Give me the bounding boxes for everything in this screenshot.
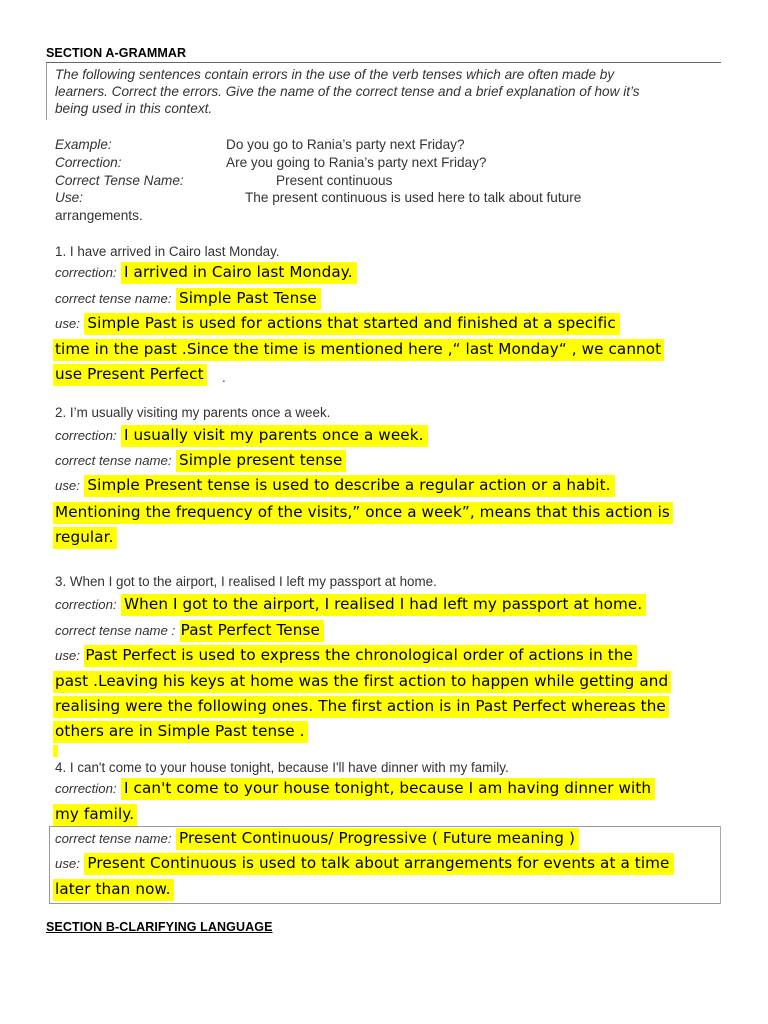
item-3-correction: When I got to the airport, I realised I had left my passport at home. <box>121 594 646 616</box>
item-3-tense-label: correct tense name : <box>55 623 176 638</box>
example-value: Do you go to Rania’s party next Friday? <box>226 137 465 152</box>
item-2-tense-label: correct tense name: <box>55 453 172 468</box>
item-4-tense-label: correct tense name: <box>55 831 172 846</box>
item-4-use-line-1: Present Continuous is used to talk about arrangements for events at a time <box>84 853 673 875</box>
item-1-use-line-1: Simple Past is used for actions that started and finished at a specific <box>84 313 619 335</box>
item-4-question: 4. I can't come to your house tonight, because I'll have dinner with my family. <box>55 760 509 775</box>
section-a-title: SECTION A-GRAMMAR <box>46 46 187 60</box>
item-2-use-line-3: regular. <box>53 527 117 549</box>
item-2-correction: I usually visit my parents once a week. <box>121 425 428 447</box>
item-2-use-label: use: <box>55 478 80 493</box>
item-1-use-label: use: <box>55 316 80 331</box>
highlight-remnant <box>53 745 58 757</box>
item-3-tense: Past Perfect Tense <box>180 620 324 642</box>
example-use-value: The present continuous is used here to talk about future <box>245 190 582 205</box>
item-2-use-line-1: Simple Present tense is used to describe a regular action or a habit. <box>84 475 614 497</box>
item-3-use-line-2: past .Leaving his keys at home was the first action to happen while getting and <box>53 671 671 693</box>
item-1-correction: I arrived in Cairo last Monday. <box>121 262 357 284</box>
item-3-use-line-4: others are in Simple Past tense . <box>53 721 308 743</box>
example-correction-value: Are you going to Rania’s party next Friday? <box>226 155 487 170</box>
item-3-use-line-1: Past Perfect is used to express the chronological order of actions in the <box>84 645 637 667</box>
item-1-correction-row <box>55 263 357 282</box>
item-1-question: 1. I have arrived in Cairo last Monday. <box>55 244 280 259</box>
item-1-use-line-3: use Present Perfect <box>53 364 207 386</box>
item-4-tense-row <box>55 829 579 848</box>
example-use-value-cont: arrangements. <box>55 208 143 223</box>
item-4-correction-line-2: my family. <box>53 804 137 826</box>
example-label: Example: <box>55 137 112 152</box>
item-3-correction-label: correction: <box>55 597 117 612</box>
section-b-title: SECTION B-CLARIFYING LANGUAGE <box>46 920 273 934</box>
example-use-label: Use: <box>55 190 83 205</box>
item-2-tense: Simple present tense <box>176 450 346 472</box>
item-4-use-line-2: later than now. <box>53 879 174 901</box>
item-3-correction-row <box>55 595 646 614</box>
intro-line-2: learners. Correct the errors. Give the name of the correct tense and a brief explanation of how it’s <box>55 84 640 99</box>
item-3-use-line-3: realising were the following ones. The first action is in Past Perfect whereas the <box>53 696 669 718</box>
item-1-tense: Simple Past Tense <box>176 288 321 310</box>
item-4-correction-row <box>55 779 655 798</box>
item-4-use-label: use: <box>55 856 80 871</box>
item-1-tense-row <box>55 289 321 308</box>
example-correction-label: Correction: <box>55 155 122 170</box>
item-3-use-label: use: <box>55 648 80 663</box>
item-4-correction-line-1: I can't come to your house tonight, because I am having dinner with <box>121 778 655 800</box>
item-1-correction-label: correction: <box>55 265 117 280</box>
intro-line-3: being used in this context. <box>55 101 213 116</box>
intro-line-1: The following sentences contain errors in the use of the verb tenses which are often made by <box>55 67 615 82</box>
item-2-question: 2. I’m usually visiting my parents once a week. <box>55 405 331 420</box>
item-2-correction-row <box>55 426 428 445</box>
item-2-use-row <box>55 476 615 495</box>
item-2-correction-label: correction: <box>55 428 117 443</box>
item-4-use-row <box>55 854 674 873</box>
example-tense-value: Present continuous <box>276 173 393 188</box>
item-1-use-row <box>55 314 620 333</box>
item-1-trailing: . <box>222 370 226 385</box>
item-3-tense-row <box>55 621 324 640</box>
item-2-use-line-2: Mentioning the frequency of the visits,” once a week”, means that this action is <box>53 502 673 524</box>
item-1-use-line-2: time in the past .Since the time is mentioned here ,“ last Monday“ , we cannot <box>53 339 664 361</box>
item-4-correction-label: correction: <box>55 781 117 796</box>
item-3-use-row <box>55 646 637 665</box>
item-1-tense-label: correct tense name: <box>55 291 172 306</box>
example-tense-label: Correct Tense Name: <box>55 173 184 188</box>
item-2-tense-row <box>55 451 346 470</box>
item-4-tense: Present Continuous/ Progressive ( Future meaning ) <box>176 828 579 850</box>
item-3-question: 3. When I got to the airport, I realised I left my passport at home. <box>55 574 437 589</box>
